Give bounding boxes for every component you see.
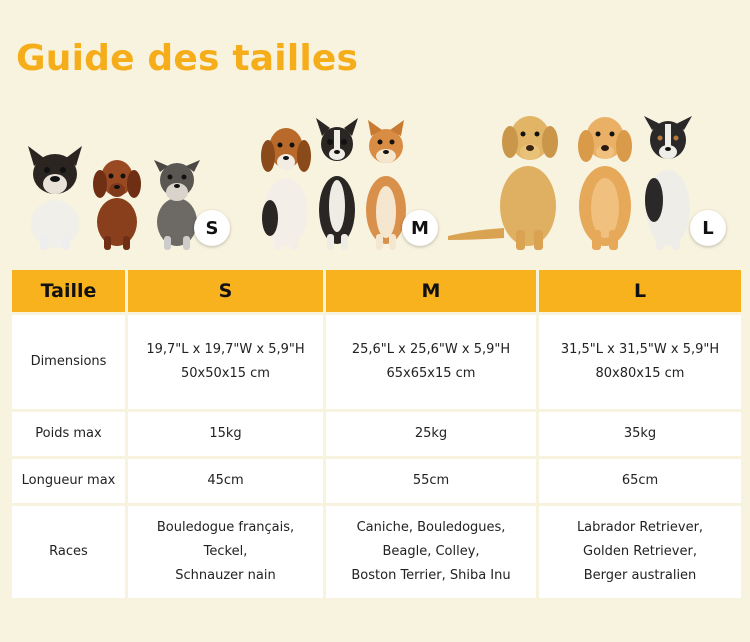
races-m-line: Beagle, Colley, [382,544,480,559]
french-bulldog-image [20,144,90,250]
dimensions-m-inches: 25,6"L x 25,6"W x 5,9"H [351,342,511,357]
golden-retriever-image [574,112,636,250]
row-label-dimensions: Dimensions [12,315,125,409]
races-l-line: Golden Retriever, [583,544,697,559]
size-table [9,267,744,601]
size-s-badge: S [194,210,230,246]
races-l-line: Labrador Retriever, [576,520,704,535]
table-row-longueur [12,459,741,503]
dachshund-image [88,154,146,250]
dimensions-s-inches: 19,7"L x 19,7"W x 5,9"H [146,342,305,357]
size-l-badge: L [690,210,726,246]
cell-poids-s: 15kg [128,412,323,456]
size-m-badge: M [402,210,438,246]
dimensions-l-inches: 31,5"L x 31,5"W x 5,9"H [560,342,720,357]
cell-dimensions-s [128,315,323,409]
table-row-races [12,506,741,598]
dimensions-m-cm: 65x65x15 cm [386,366,476,381]
dimensions-s-cm: 50x50x15 cm [181,366,270,381]
header-taille: Taille [12,270,125,312]
dog-illustrations [0,110,750,260]
races-m-line: Caniche, Bouledogues, [356,520,506,535]
header-size-l: L [539,270,741,312]
cell-races-m [326,506,536,598]
beagle-image [256,122,316,250]
cell-poids-l: 35kg [539,412,741,456]
races-s-line: Schnauzer nain [175,568,276,583]
row-label-poids: Poids max [12,412,125,456]
cell-longueur-l: 65cm [539,459,741,503]
races-s-line: Bouledogue français, [156,520,295,535]
cell-races-s [128,506,323,598]
cell-dimensions-m [326,315,536,409]
cell-poids-m: 25kg [326,412,536,456]
cell-races-l [539,506,741,598]
row-label-longueur: Longueur max [12,459,125,503]
races-m-line: Boston Terrier, Shiba Inu [351,568,511,583]
header-row [12,270,741,312]
cell-longueur-m: 55cm [326,459,536,503]
boston-terrier-image [312,118,362,250]
header-size-s: S [128,270,323,312]
row-label-races: Races [12,506,125,598]
page-title: Guide des tailles [16,38,359,79]
cell-longueur-s: 45cm [128,459,323,503]
dimensions-l-cm: 80x80x15 cm [595,366,685,381]
races-s-line: Teckel, [203,544,248,559]
table-row-dimensions [12,315,741,409]
cell-dimensions-l [539,315,741,409]
table-row-poids [12,412,741,456]
races-l-line: Berger australien [583,568,697,583]
header-size-m: M [326,270,536,312]
australian-shepherd-image [638,116,698,250]
labrador-image [444,112,560,250]
